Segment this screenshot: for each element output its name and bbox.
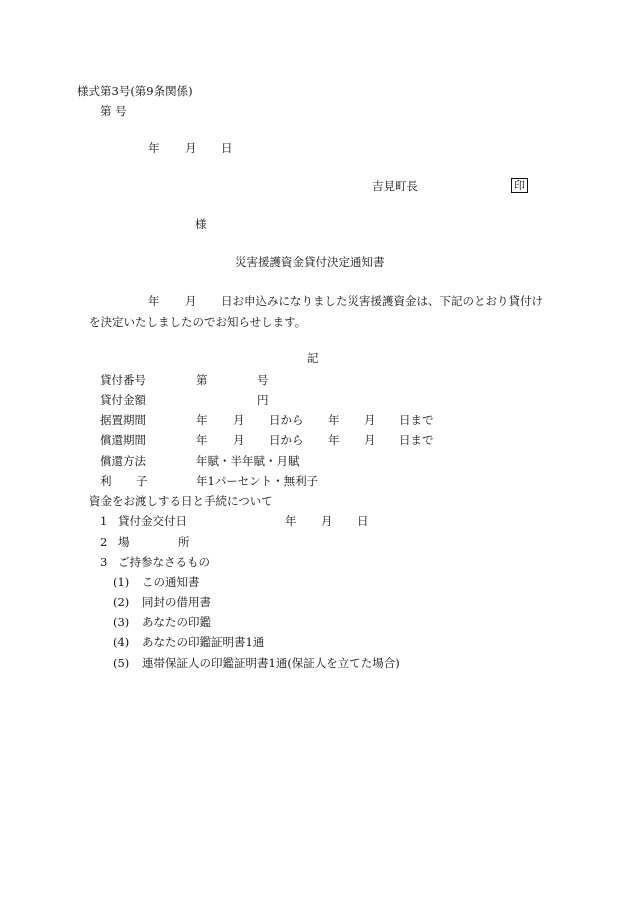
- seal-mark: [511, 178, 528, 193]
- subitem-2-text: 同封の借用書: [142, 595, 211, 609]
- repayment-period-label: 償還期間: [100, 433, 146, 447]
- interest-value: 年1パーセント・無利子: [196, 474, 319, 488]
- subitem-3-number: (3): [113, 615, 130, 629]
- procedure-heading: 資金をお渡しする日と手続について: [89, 494, 273, 508]
- grace-from-year: 年: [196, 413, 208, 427]
- procedure-item-2-number: 2: [100, 535, 108, 549]
- body-year: 年: [148, 294, 160, 308]
- body-line-2: を決定いたしましたのでお知らせします。: [89, 315, 307, 329]
- seal-icon: 印: [511, 178, 528, 193]
- grace-from-day: 日から: [269, 413, 304, 427]
- repayment-method-value: 年賦・半年賦・月賦: [196, 454, 300, 468]
- loan-number-suffix: 号: [257, 373, 269, 387]
- procedure-item-3-number: 3: [100, 555, 108, 569]
- body-line-1: 日お申込みになりました災害援護資金は、下記のとおり貸付け: [221, 294, 543, 308]
- issuer-name: 吉見町長: [372, 179, 418, 193]
- loan-amount-label: 貸付金額: [100, 393, 146, 407]
- grace-from-month: 月: [233, 413, 245, 427]
- interest-label-1: 利: [100, 474, 112, 488]
- loan-amount-unit: 円: [257, 393, 269, 407]
- grace-to-day: 日まで: [399, 413, 434, 427]
- delivery-month: 月: [321, 514, 333, 528]
- procedure-item-1-text: 貸付金交付日: [118, 514, 187, 528]
- subitem-2-number: (2): [113, 595, 130, 609]
- repayment-method-label: 償還方法: [100, 454, 146, 468]
- repay-to-year: 年: [328, 433, 340, 447]
- grace-period-label: 据置期間: [100, 413, 146, 427]
- document-title: 災害援護資金貸付決定通知書: [235, 255, 385, 269]
- procedure-item-1-number: 1: [100, 514, 108, 528]
- loan-number-prefix: 第: [196, 373, 208, 387]
- date-month: 月: [185, 141, 197, 155]
- date-year: 年: [148, 141, 160, 155]
- body-month: 月: [185, 294, 197, 308]
- grace-to-month: 月: [364, 413, 376, 427]
- repay-from-day: 日から: [269, 433, 304, 447]
- subitem-1-text: この通知書: [142, 575, 200, 589]
- repay-to-month: 月: [364, 433, 376, 447]
- procedure-item-2-text-a: 場: [118, 535, 130, 549]
- delivery-year: 年: [285, 514, 297, 528]
- subitem-3-text: あなたの印鑑: [142, 615, 211, 629]
- document-number-prefix: [100, 106, 127, 118]
- repay-to-day: 日まで: [399, 433, 434, 447]
- procedure-item-3-text: ご持参なさるもの: [118, 555, 210, 569]
- delivery-day: 日: [357, 514, 369, 528]
- repay-from-year: 年: [196, 433, 208, 447]
- interest-label-2: 子: [136, 474, 148, 488]
- form-number: 様式第3号(第9条関係): [77, 84, 193, 98]
- addressee-suffix: 様: [195, 217, 207, 231]
- ki-heading: 記: [307, 351, 319, 365]
- subitem-1-number: (1): [113, 575, 130, 589]
- subitem-4-number: (4): [113, 635, 130, 649]
- subitem-5-number: (5): [113, 656, 130, 670]
- doc-number-text: 第 号: [100, 104, 127, 118]
- subitem-4-text: あなたの印鑑証明書1通: [142, 635, 265, 649]
- loan-number-label: 貸付番号: [100, 373, 146, 387]
- subitem-5-text: 連帯保証人の印鑑証明書1通(保証人を立てた場合): [142, 656, 400, 670]
- date-day: 日: [221, 141, 233, 155]
- grace-to-year: 年: [328, 413, 340, 427]
- procedure-item-2-text-b: 所: [178, 535, 190, 549]
- repay-from-month: 月: [233, 433, 245, 447]
